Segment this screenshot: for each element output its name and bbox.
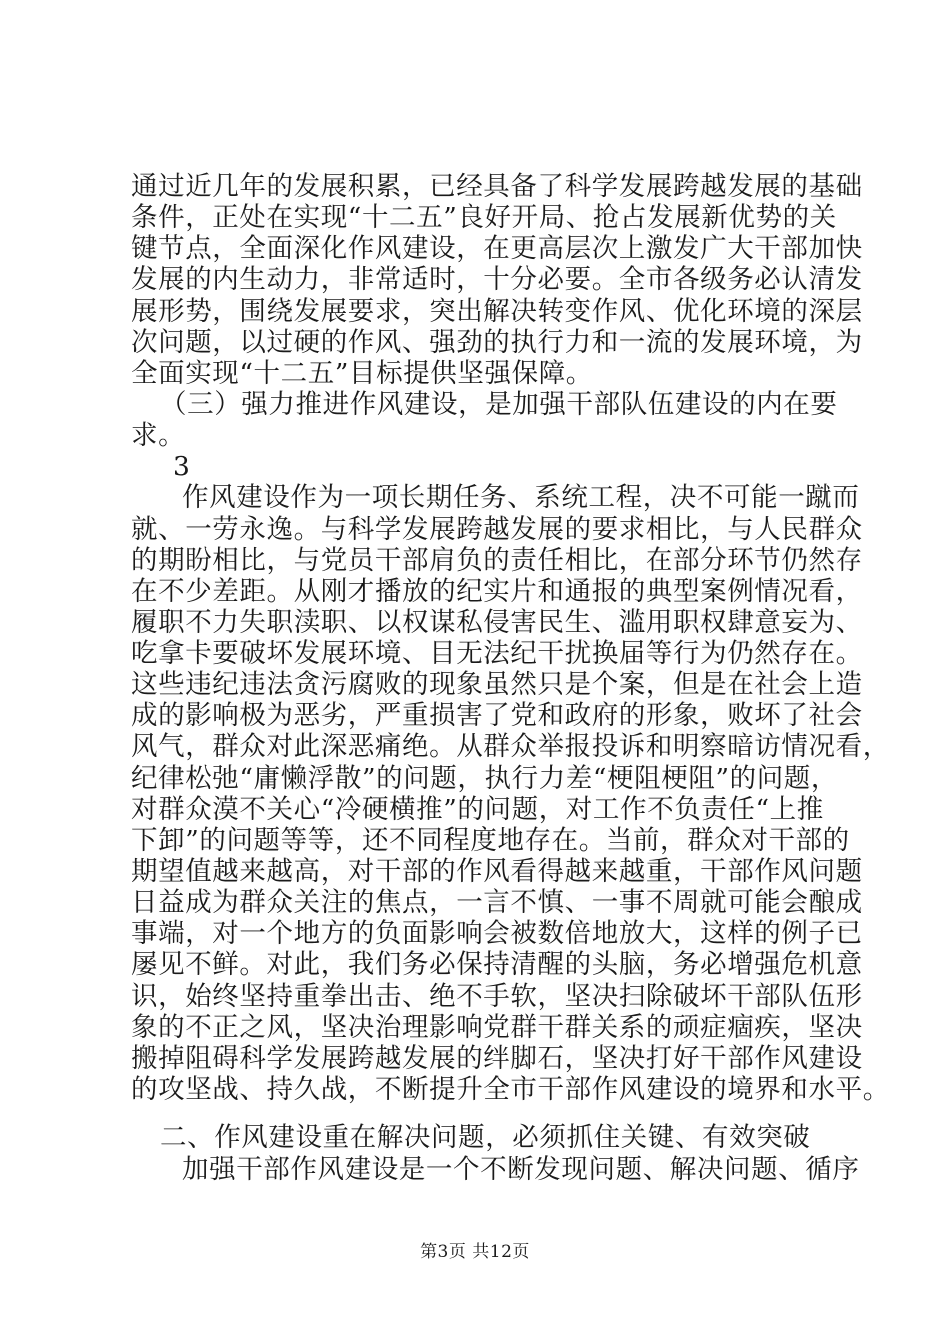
text-line: 展形势，围绕发展要求，突出解决转变作风、优化环境的深层 [131, 296, 863, 327]
text-line: 条件，正处在实现“十二五”良好开局、抢占发展新优势的关 [131, 202, 837, 233]
text-line: 事端，对一个地方的负面影响会被数倍地放大，这样的例子已 [131, 918, 863, 949]
text-line: 在不少差距。从刚才播放的纪实片和通报的典型案例情况看， [131, 576, 863, 607]
paragraph-start: 作风建设作为一项长期任务、系统工程，决不可能一蹴而 [182, 482, 860, 513]
text-line: 下卸”的问题等等，还不同程度地存在。当前，群众对干部的 [131, 825, 850, 856]
page-number-marker: 3 [173, 451, 191, 482]
text-line: 风气，群众对此深恶痛绝。从群众举报投诉和明察暗访情况看， [131, 731, 890, 762]
paragraph-start: 加强干部作风建设是一个不断发现问题、解决问题、循序 [182, 1154, 860, 1185]
text-line: 成的影响极为恶劣，严重损害了党和政府的形象，败坏了社会 [131, 700, 863, 731]
text-line: 的攻坚战、持久战，不断提升全市干部作风建设的境界和水平。 [131, 1074, 890, 1105]
text-line: 期望值越来越高，对干部的作风看得越来越重，干部作风问题 [131, 856, 863, 887]
text-line: 对群众漠不关心“冷硬横推”的问题，对工作不负责任“上推 [131, 794, 824, 825]
text-line: 日益成为群众关注的焦点，一言不慎、一事不周就可能会酿成 [131, 887, 863, 918]
text-line: 全面实现“十二五”目标提供坚强保障。 [131, 358, 593, 389]
text-line: 纪律松弛“庸懒浮散”的问题，执行力差“梗阻梗阻”的问题， [131, 763, 838, 794]
text-line: 键节点，全面深化作风建设，在更高层次上激发广大干部加快 [131, 233, 863, 264]
text-line: 就、一劳永逸。与科学发展跨越发展的要求相比，与人民群众 [131, 514, 863, 545]
text-line: 识，始终坚持重拳出击、绝不手软，坚决扫除破坏干部队伍形 [131, 981, 863, 1012]
text-line: 屡见不鲜。对此，我们务必保持清醒的头脑，务必增强危机意 [131, 949, 863, 980]
text-line: 搬掉阻碍科学发展跨越发展的绊脚石，坚决打好干部作风建设 [131, 1043, 863, 1074]
text-line: 的期盼相比，与党员干部肩负的责任相比，在部分环节仍然存 [131, 545, 863, 576]
text-line: 发展的内生动力，非常适时，十分必要。全市各级务必认清发 [131, 264, 863, 295]
section-heading: （三）强力推进作风建设，是加强干部队伍建设的内在要 [160, 389, 838, 420]
text-line: 次问题，以过硬的作风、强劲的执行力和一流的发展环境，为 [131, 327, 863, 358]
text-line: 吃拿卡要破坏发展环境、目无法纪干扰换届等行为仍然存在。 [131, 638, 863, 669]
text-line: 求。 [131, 420, 186, 451]
text-line: 通过近几年的发展积累，已经具备了科学发展跨越发展的基础 [131, 171, 863, 202]
text-line: 这些违纪违法贪污腐败的现象虽然只是个案，但是在社会上造 [131, 669, 863, 700]
section-heading: 二、作风建设重在解决问题，必须抓住关键、有效突破 [160, 1122, 811, 1153]
page-footer: 第3页 共12页 [420, 1242, 530, 1262]
text-line: 象的不正之风，坚决治理影响党群干群关系的顽症痼疾，坚决 [131, 1012, 863, 1043]
text-line: 履职不力失职渎职、以权谋私侵害民生、滥用职权肆意妄为、 [131, 607, 863, 638]
